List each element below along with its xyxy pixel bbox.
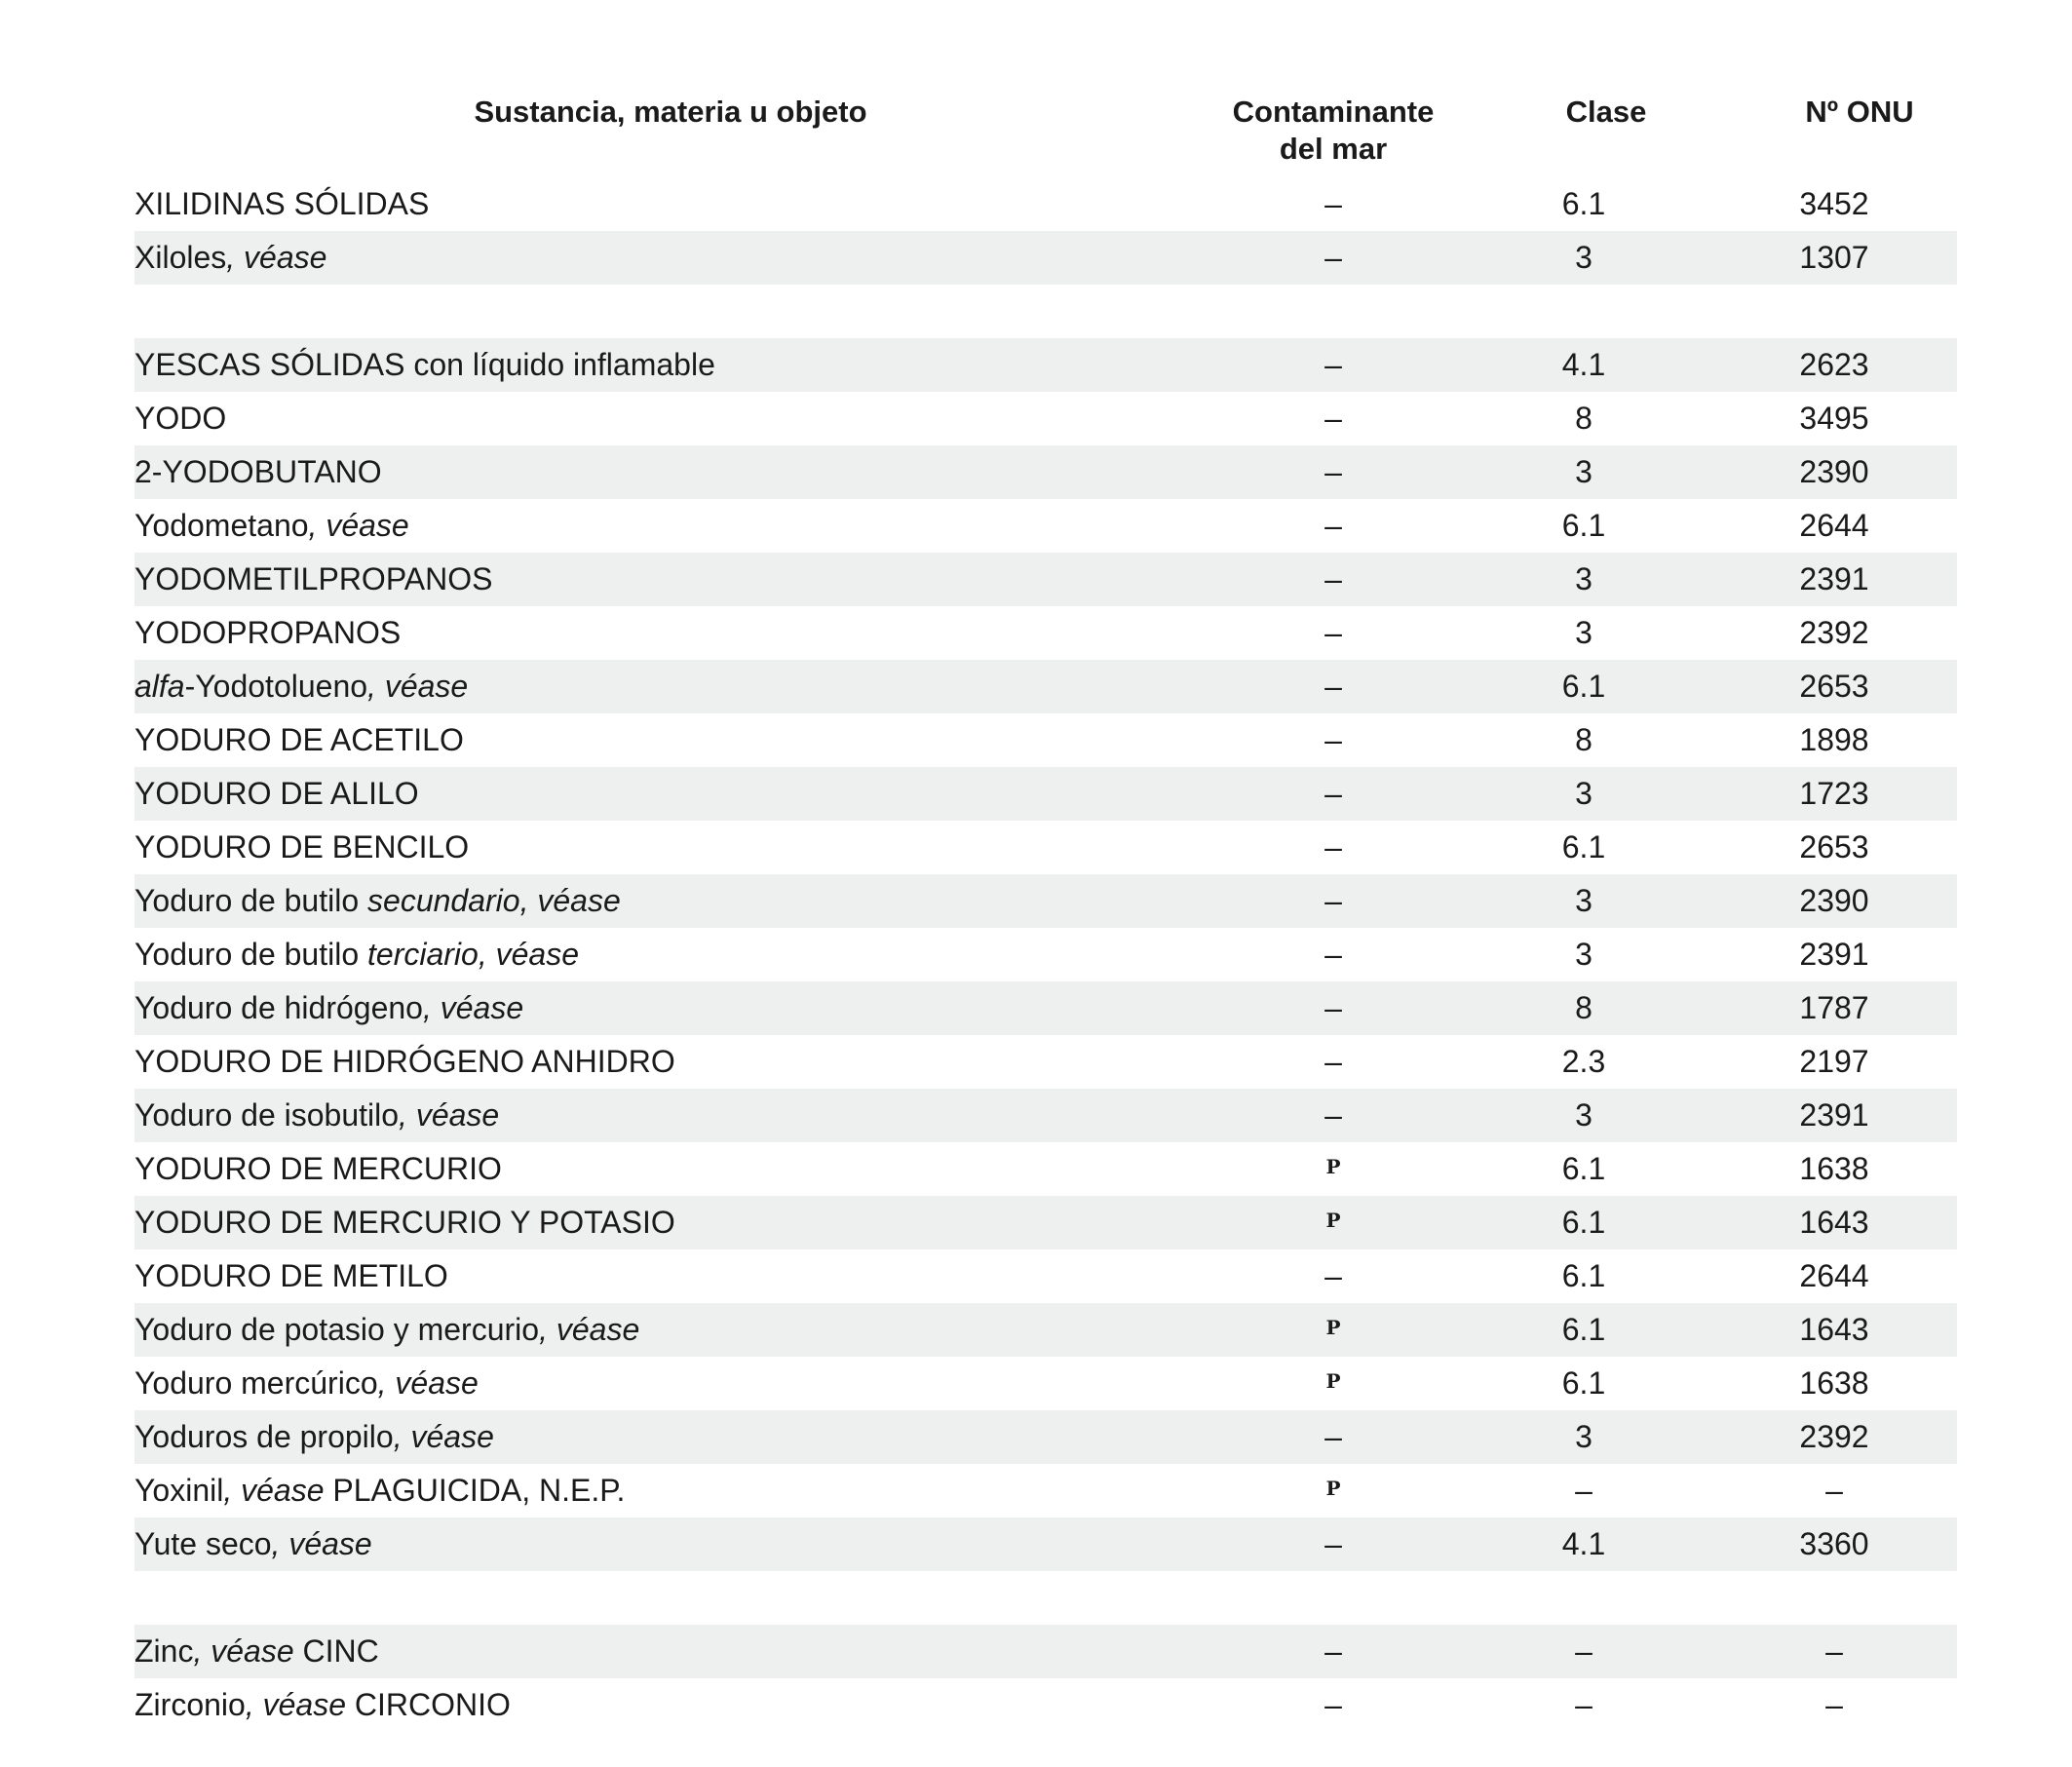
substance-name [134, 1517, 372, 1571]
marine-pollutant-value: – [1324, 1097, 1342, 1133]
substance-name [134, 231, 326, 285]
marine-pollutant-value: – [1324, 883, 1342, 918]
class-value: 3 [1575, 615, 1592, 650]
substance-name-part: Xiloles [134, 240, 227, 275]
table-row [134, 1517, 1957, 1571]
marine-pollutant-mark: P [1325, 1477, 1341, 1500]
substance-name-part: YODURO DE ACETILO [134, 722, 464, 757]
substance-name [134, 1035, 675, 1089]
un-number-value: 2653 [1799, 669, 1869, 704]
un-number-value: 3495 [1799, 401, 1869, 436]
substances-table [134, 94, 1957, 1732]
class-value: 3 [1575, 454, 1592, 489]
marine-pollutant-value: – [1324, 401, 1342, 436]
un-number-value: 3360 [1799, 1526, 1869, 1561]
substance-name-part: , véase [393, 1419, 494, 1454]
marine-pollutant-value: – [1324, 722, 1342, 757]
class-value: 8 [1575, 990, 1592, 1025]
substance-name [134, 1303, 639, 1357]
class-value: 6.1 [1561, 1205, 1606, 1240]
marine-pollutant-value: – [1324, 1044, 1342, 1079]
class-value: 6.1 [1561, 186, 1606, 221]
substance-name-part: CIRCONIO [345, 1687, 511, 1722]
substance-name-part: YODURO DE HIDRÓGENO ANHIDRO [134, 1044, 675, 1079]
table-row [134, 928, 1957, 981]
substance-name-part: YODURO DE MERCURIO Y POTASIO [134, 1205, 675, 1240]
marine-pollutant-value: – [1324, 615, 1342, 650]
class-value: – [1575, 1473, 1592, 1508]
substance-name [134, 767, 419, 821]
substance-name [134, 338, 715, 392]
class-value: 6.1 [1561, 669, 1606, 704]
un-number-value: 2390 [1799, 454, 1869, 489]
table-row [134, 1678, 1957, 1732]
marine-pollutant-cell [1271, 445, 1396, 499]
marine-pollutant-value: – [1324, 347, 1342, 382]
class-value: 6.1 [1561, 829, 1606, 864]
substance-name-part: YODOMETILPROPANOS [134, 561, 493, 596]
table-row [134, 1089, 1957, 1142]
table-row [134, 338, 1957, 392]
marine-pollutant-value: – [1324, 561, 1342, 596]
table-body [134, 177, 1957, 1732]
table-row [134, 231, 1957, 285]
marine-pollutant-value: – [1324, 186, 1342, 221]
substance-name-part: Yoduro de butilo [134, 883, 368, 918]
substance-name [134, 553, 492, 606]
un-number-value: 1787 [1799, 990, 1869, 1025]
table-row [134, 1625, 1957, 1678]
substance-name-part: , véase [245, 1687, 346, 1722]
marine-pollutant-cell [1271, 1464, 1396, 1517]
marine-pollutant-value: – [1324, 1419, 1342, 1454]
substance-name-part: Zirconio [134, 1687, 246, 1722]
table-row [134, 821, 1957, 874]
table-row [134, 1035, 1957, 1089]
substance-name-part: XILIDINAS SÓLIDAS [134, 186, 430, 221]
marine-pollutant-cell [1271, 660, 1396, 713]
table-row [134, 713, 1957, 767]
substance-name [134, 1196, 675, 1249]
substance-name-part: YESCAS SÓLIDAS con líquido inflamable [134, 347, 715, 382]
marine-pollutant-cell [1271, 928, 1396, 981]
un-number-value: 2644 [1799, 508, 1869, 543]
substance-name-part: YODO [134, 401, 227, 436]
substance-name [134, 1142, 502, 1196]
un-number-value: 2390 [1799, 883, 1869, 918]
marine-pollutant-cell [1271, 767, 1396, 821]
substance-name [134, 981, 523, 1035]
un-number-value: 2623 [1799, 347, 1869, 382]
marine-pollutant-cell [1271, 231, 1396, 285]
marine-pollutant-cell [1271, 1035, 1396, 1089]
substance-name-part: Yoduro de butilo [134, 937, 368, 972]
header-class: Clase [1565, 95, 1647, 129]
substance-name [134, 1357, 479, 1410]
marine-pollutant-cell [1271, 606, 1396, 660]
substance-name-part: Yodometano [134, 508, 309, 543]
substance-name [134, 821, 469, 874]
substance-name [134, 392, 226, 445]
class-value: 8 [1575, 722, 1592, 757]
substance-name-part: PLAGUICIDA, N.E.P. [324, 1473, 626, 1508]
table-row [134, 767, 1957, 821]
substance-name-part: , véase [226, 240, 327, 275]
table-row [134, 1357, 1957, 1410]
marine-pollutant-cell [1271, 1303, 1396, 1357]
substance-name-part: , véase [223, 1473, 325, 1508]
class-value: 3 [1575, 1097, 1592, 1133]
marine-pollutant-value: – [1324, 669, 1342, 704]
marine-pollutant-cell [1271, 1249, 1396, 1303]
marine-pollutant-value: – [1324, 776, 1342, 811]
substance-name-part: Yoduro de potasio y mercurio [134, 1312, 540, 1347]
marine-pollutant-cell [1271, 1357, 1396, 1410]
substance-name [134, 177, 429, 231]
substance-name [134, 1678, 511, 1732]
un-number-value: 2391 [1799, 937, 1869, 972]
table-row [134, 499, 1957, 553]
marine-pollutant-value: – [1324, 1633, 1342, 1669]
table-row [134, 553, 1957, 606]
substance-name-part: Yoduros de propilo [134, 1419, 394, 1454]
table-row [134, 874, 1957, 928]
class-value: 3 [1575, 937, 1592, 972]
marine-pollutant-cell [1271, 874, 1396, 928]
un-number-value: 1307 [1799, 240, 1869, 275]
class-value: 6.1 [1561, 1365, 1606, 1401]
substance-name-part: Yoduro de isobutilo [134, 1097, 400, 1133]
marine-pollutant-cell [1271, 1517, 1396, 1571]
un-number-value: 1723 [1799, 776, 1869, 811]
substance-name [134, 606, 401, 660]
substance-name-part: Yoduro mercúrico [134, 1365, 378, 1401]
header-un-number: Nº ONU [1805, 95, 1914, 129]
marine-pollutant-cell [1271, 1196, 1396, 1249]
marine-pollutant-value: – [1324, 508, 1342, 543]
marine-pollutant-cell [1271, 1625, 1396, 1678]
un-number-value: 1638 [1799, 1365, 1869, 1401]
marine-pollutant-cell [1271, 1089, 1396, 1142]
substance-name [134, 1625, 379, 1678]
un-number-value: – [1825, 1687, 1843, 1722]
substance-name-part: , véase [422, 990, 524, 1025]
substance-name-part: Yoduro de hidrógeno [134, 990, 423, 1025]
un-number-value: 2391 [1799, 1097, 1869, 1133]
class-value: 6.1 [1561, 508, 1606, 543]
substance-name-part: , véase [377, 1365, 479, 1401]
marine-pollutant-cell [1271, 177, 1396, 231]
substance-name [134, 1089, 499, 1142]
substance-name-part: secundario, véase [367, 883, 621, 918]
un-number-value: 1643 [1799, 1205, 1869, 1240]
table-row [134, 1142, 1957, 1196]
substance-name-part: , véase [308, 508, 409, 543]
class-value: 6.1 [1561, 1258, 1606, 1293]
un-number-value: – [1825, 1473, 1843, 1508]
table-row [134, 1410, 1957, 1464]
class-value: 4.1 [1561, 347, 1606, 382]
table-row [134, 660, 1957, 713]
marine-pollutant-cell [1271, 713, 1396, 767]
class-value: 3 [1575, 776, 1592, 811]
substance-name [134, 1464, 625, 1517]
table-row [134, 1464, 1957, 1517]
marine-pollutant-value: – [1324, 937, 1342, 972]
class-value: 4.1 [1561, 1526, 1606, 1561]
substance-name-part: , véase [367, 669, 469, 704]
un-number-value: 2653 [1799, 829, 1869, 864]
un-number-value: 1898 [1799, 722, 1869, 757]
marine-pollutant-mark: P [1325, 1369, 1341, 1393]
marine-pollutant-cell [1271, 821, 1396, 874]
marine-pollutant-cell [1271, 1142, 1396, 1196]
table-row [134, 606, 1957, 660]
class-value: – [1575, 1633, 1592, 1669]
marine-pollutant-cell [1271, 1410, 1396, 1464]
header-marine-line1: Contaminante [1232, 95, 1435, 129]
class-value: – [1575, 1687, 1592, 1722]
substance-name-part: YODURO DE BENCILO [134, 829, 470, 864]
substance-name-part: 2-YODOBUTANO [134, 454, 382, 489]
class-value: 3 [1575, 1419, 1592, 1454]
un-number-value: 2644 [1799, 1258, 1869, 1293]
substance-name-part: YODOPROPANOS [134, 615, 402, 650]
marine-pollutant-value: – [1324, 240, 1342, 275]
table-row [134, 1303, 1957, 1357]
header-substance: Sustancia, materia u objeto [474, 95, 867, 129]
substance-name-part: , véase [193, 1633, 294, 1669]
table-header [134, 94, 1957, 177]
substance-name [134, 1249, 448, 1303]
marine-pollutant-mark: P [1325, 1316, 1341, 1339]
class-value: 8 [1575, 401, 1592, 436]
substance-name-part: , véase [399, 1097, 500, 1133]
table-row [134, 392, 1957, 445]
class-value: 6.1 [1561, 1151, 1606, 1186]
substance-name-part: YODURO DE MERCURIO [134, 1151, 502, 1186]
un-number-value: 2392 [1799, 1419, 1869, 1454]
un-number-value: 1638 [1799, 1151, 1869, 1186]
substance-name-part: YODURO DE ALILO [134, 776, 419, 811]
substance-name-part: Yute seco [134, 1526, 272, 1561]
un-number-value: 2392 [1799, 615, 1869, 650]
spacer-row [134, 285, 1957, 338]
substance-name [134, 874, 621, 928]
table-row [134, 1249, 1957, 1303]
substance-name [134, 713, 464, 767]
substance-name-part: -Yodotolueno [184, 669, 368, 704]
marine-pollutant-value: – [1324, 1526, 1342, 1561]
substance-name-part: , véase [539, 1312, 640, 1347]
header-marine-line2: del mar [1279, 132, 1388, 166]
un-number-value: 3452 [1799, 186, 1869, 221]
spacer-row [134, 1571, 1957, 1625]
substance-name [134, 445, 382, 499]
substance-name [134, 499, 409, 553]
table-row [134, 445, 1957, 499]
marine-pollutant-cell [1271, 338, 1396, 392]
un-number-value: 2197 [1799, 1044, 1869, 1079]
un-number-value: 1643 [1799, 1312, 1869, 1347]
marine-pollutant-mark: P [1325, 1155, 1341, 1178]
marine-pollutant-cell [1271, 981, 1396, 1035]
substance-name-part: Zinc [134, 1633, 194, 1669]
class-value: 2.3 [1561, 1044, 1606, 1079]
class-value: 3 [1575, 561, 1592, 596]
substance-name [134, 1410, 494, 1464]
marine-pollutant-mark: P [1325, 1209, 1341, 1232]
marine-pollutant-value: – [1324, 1687, 1342, 1722]
substance-name [134, 660, 468, 713]
marine-pollutant-value: – [1324, 829, 1342, 864]
marine-pollutant-value: – [1324, 1258, 1342, 1293]
substance-name-part: Yoxinil [134, 1473, 224, 1508]
header-marine-pollutant [1187, 94, 1479, 168]
class-value: 3 [1575, 883, 1592, 918]
marine-pollutant-value: – [1324, 990, 1342, 1025]
substance-name-part: terciario, véase [367, 937, 579, 972]
substance-name-part: YODURO DE METILO [134, 1258, 448, 1293]
class-value: 6.1 [1561, 1312, 1606, 1347]
table-row [134, 1196, 1957, 1249]
substance-name-part: , véase [271, 1526, 372, 1561]
marine-pollutant-value: – [1324, 454, 1342, 489]
marine-pollutant-cell [1271, 553, 1396, 606]
un-number-value: 2391 [1799, 561, 1869, 596]
table-row [134, 177, 1957, 231]
marine-pollutant-cell [1271, 392, 1396, 445]
substance-name-part: CINC [293, 1633, 379, 1669]
table-row [134, 981, 1957, 1035]
marine-pollutant-cell [1271, 499, 1396, 553]
marine-pollutant-cell [1271, 1678, 1396, 1732]
substance-name [134, 928, 579, 981]
substance-name-part: alfa [134, 669, 185, 704]
un-number-value: – [1825, 1633, 1843, 1669]
class-value: 3 [1575, 240, 1592, 275]
